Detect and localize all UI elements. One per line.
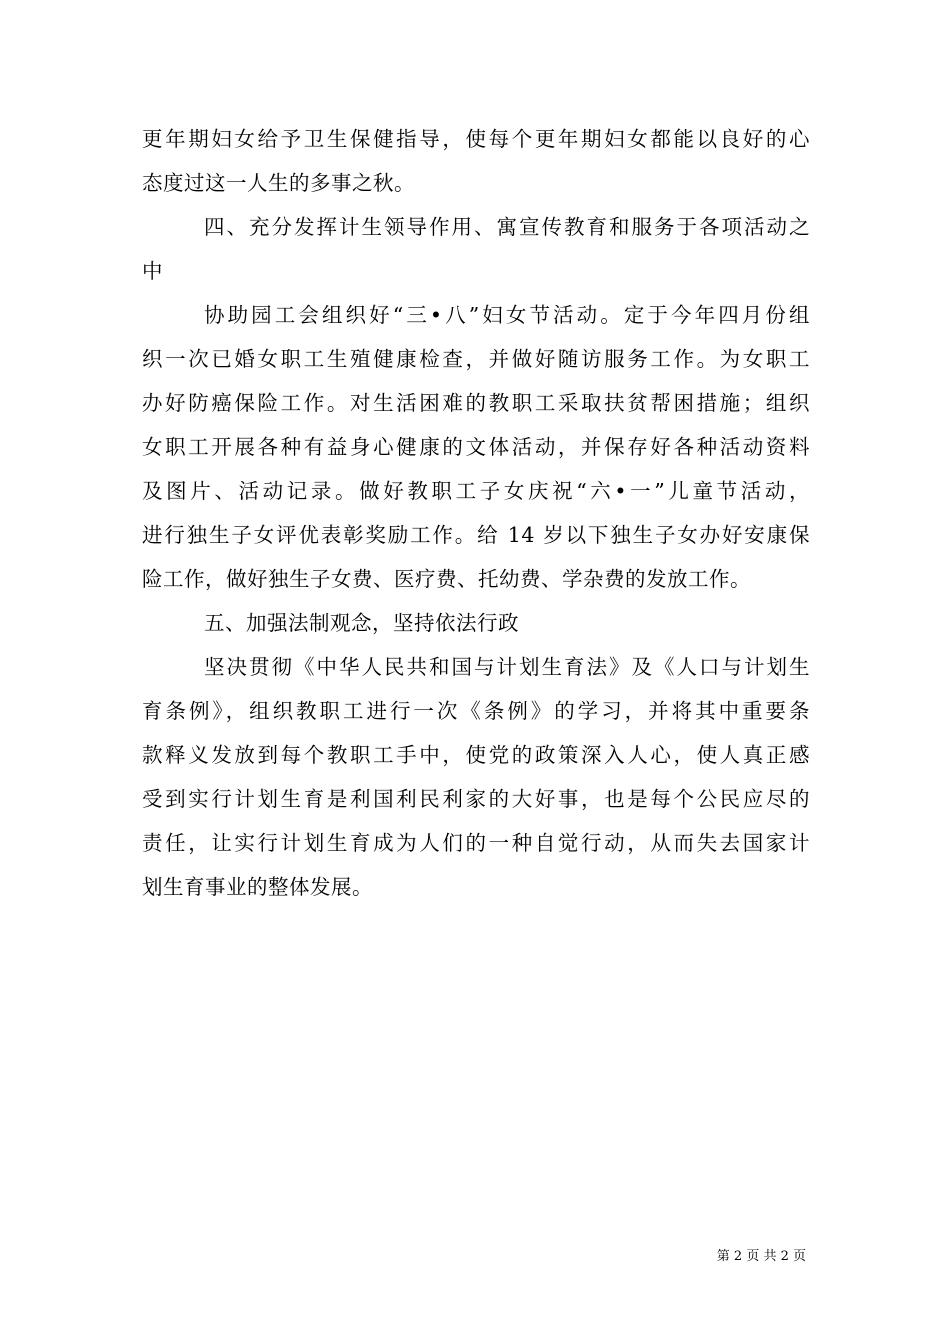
text-line: 育条例》，组织教职工进行一次《条例》的学习，并将其中重要条 bbox=[142, 699, 810, 723]
section-heading-line: 四、充分发挥计生领导作用、寓宣传教育和服务于各项活动之 bbox=[204, 215, 810, 239]
page-number: 第 2 页 共 2 页 bbox=[716, 1249, 806, 1264]
text-line: 责任，让实行计划生育成为人们的一种自觉行动，从而失去国家计 bbox=[142, 831, 810, 855]
text-line: 态度过这一人生的多事之秋。 bbox=[142, 171, 415, 195]
text-line: 进行独生子女评优表彰奖励工作。给 14 岁以下独生子女办好安康保 bbox=[142, 523, 810, 547]
text-line: 坚决贯彻《中华人民共和国与计划生育法》及《人口与计划生 bbox=[204, 655, 810, 679]
text-line: 女职工开展各种有益身心健康的文体活动，并保存好各种活动资料 bbox=[142, 435, 810, 459]
text-line: 织一次已婚女职工生殖健康检查，并做好随访服务工作。为女职工 bbox=[142, 347, 810, 371]
section-heading-line: 五、加强法制观念，坚持依法行政 bbox=[204, 611, 519, 635]
document-body bbox=[142, 117, 810, 909]
text-line: 及图片、活动记录。做好教职工子女庆祝“六•一”儿童节活动， bbox=[142, 479, 810, 503]
text-line: 协助园工会组织好“三•八”妇女节活动。定于今年四月份组 bbox=[204, 303, 810, 327]
section-heading-line: 中 bbox=[142, 259, 163, 283]
text-line: 受到实行计划生育是利国利民利家的大好事，也是每个公民应尽的 bbox=[142, 787, 810, 811]
text-line: 办好防癌保险工作。对生活困难的教职工采取扶贫帮困措施；组织 bbox=[142, 391, 810, 415]
text-line: 更年期妇女给予卫生保健指导，使每个更年期妇女都能以良好的心 bbox=[142, 127, 810, 151]
text-line: 款释义发放到每个教职工手中，使党的政策深入人心，使人真正感 bbox=[142, 743, 810, 767]
text-line: 险工作，做好独生子女费、医疗费、托幼费、学杂费的发放工作。 bbox=[142, 567, 751, 591]
text-line: 划生育事业的整体发展。 bbox=[142, 875, 373, 899]
